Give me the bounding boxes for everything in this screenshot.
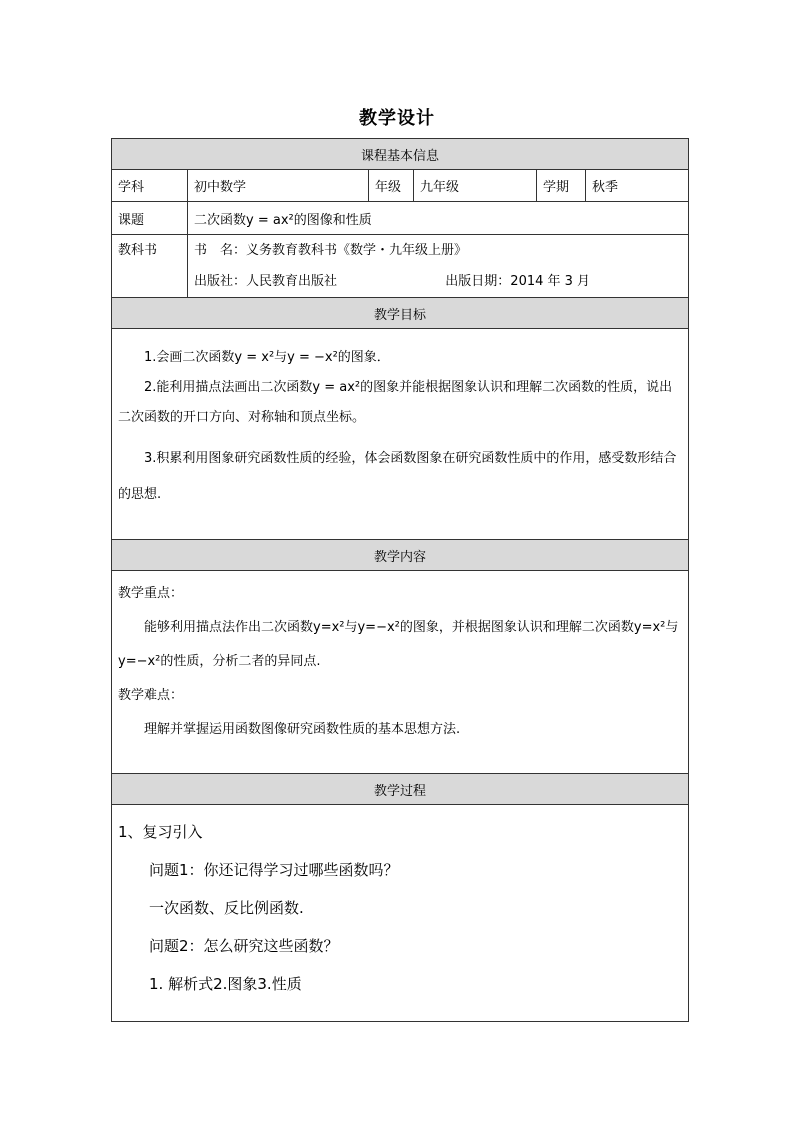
difficulty-text: 理解并掌握运用函数图像研究函数性质的基本思想方法. [144,722,461,737]
term-label: 学期 [537,170,586,202]
content-body [112,571,689,774]
question-2: 问题2：怎么研究这些函数？ [149,937,339,955]
subject-value: 初中数学 [188,170,369,202]
objectives-body [112,329,689,540]
topic-label: 课题 [112,202,188,235]
publish-date: 出版日期：2014 年 3 月 [445,274,591,289]
question-1: 问题1：你还记得学习过哪些函数吗？ [149,861,399,879]
answer-2: 1. 解析式2.图象3.性质 [149,975,302,993]
grade-value: 九年级 [414,170,537,202]
topic-value: 二次函数y = ax²的图像和性质 [188,202,689,235]
document-title: 教学设计 [359,108,435,129]
grade-label: 年级 [369,170,414,202]
textbook-label: 教科书 [118,243,158,258]
basic-info-header: 课程基本信息 [112,139,689,170]
publisher: 出版社：人民教育出版社 [194,274,338,289]
key-point-text: 能够利用描点法作出二次函数y=x²与y=−x²的图象，并根据图象认识和理解二次函数y=x²与y=−x²的性质，分析二者的异同点. [118,620,679,669]
difficulty-label: 教学难点： [118,688,184,703]
content-header: 教学内容 [112,540,689,571]
key-point-label: 教学重点： [118,586,184,601]
teaching-design-table [111,138,689,1022]
process-header: 教学过程 [112,774,689,805]
objectives-header: 教学目标 [112,298,689,329]
subject-label: 学科 [112,170,188,202]
term-value: 秋季 [586,170,689,202]
process-section-title: 1、复习引入 [118,823,203,841]
textbook-name: 书 名：义务教育教科书《数学・九年级上册》 [194,243,468,258]
objective-item: 1.会画二次函数y = x²与y = −x²的图象． [144,350,390,365]
answer-1: 一次函数、反比例函数. [149,899,304,917]
process-body [112,805,689,1022]
objective-item: 3.积累利用图象研究函数性质的经验，体会函数图象在研究函数性质中的作用，感受数形结合的思想. [118,451,677,502]
objective-item: 2.能利用描点法画出二次函数y = ax²的图象并能根据图象认识和理解二次函数的性质，说出二次函数的开口方向、对称轴和顶点坐标。 [118,380,673,425]
